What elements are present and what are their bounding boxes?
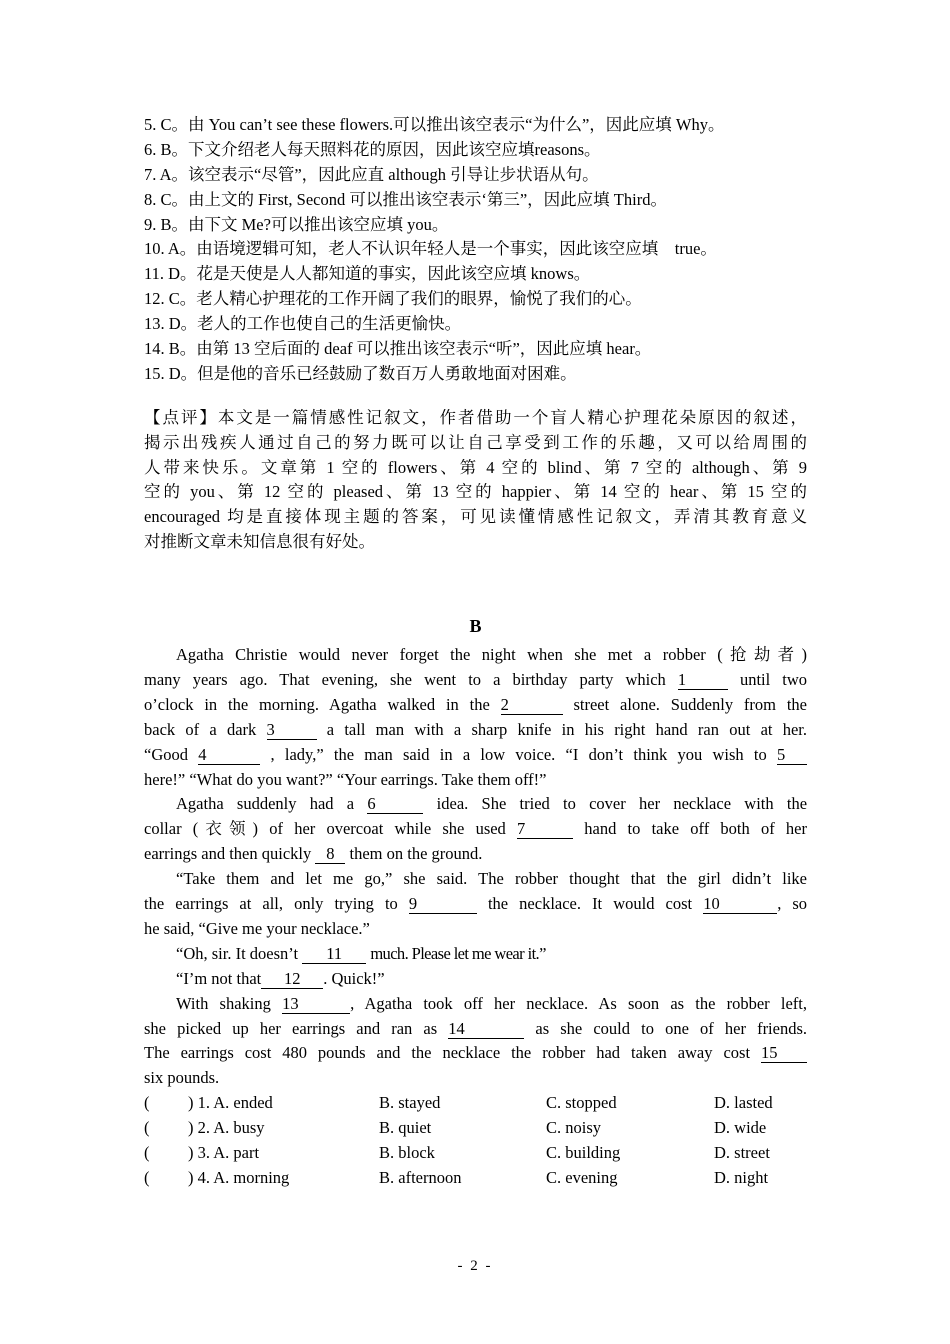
- passage-text: a tall man with a sharp knife in his right hand ran out at her.: [326, 719, 807, 739]
- cloze-passage: [144, 643, 807, 1091]
- option-d: D. lasted: [714, 1093, 773, 1113]
- answer-line: 13. D。老人的工作也使自己的生活更愉快。: [144, 314, 462, 334]
- question-row: [144, 1116, 773, 1141]
- option-c: C. noisy: [546, 1118, 602, 1138]
- passage-line: [144, 842, 807, 867]
- commentary-line: encouraged 均是直接体现主题的答案，可见读懂情感性记叙文，弄清其教育意义: [144, 507, 807, 527]
- passage-text: o’clock in the morning. Agatha walked in the: [144, 694, 490, 714]
- question-text: ) 1. A. ended: [188, 1093, 273, 1113]
- blank-15: 15: [761, 1044, 807, 1063]
- passage-text: “I’m not that: [176, 968, 262, 988]
- passage-line: [144, 992, 807, 1017]
- passage-line: six pounds.: [144, 1068, 220, 1088]
- passage-text: “Oh, sir. It doesn’t: [176, 943, 299, 963]
- answer-paren: (: [144, 1093, 150, 1113]
- passage-text: With shaking: [176, 993, 271, 1013]
- answer-line: 7. A。该空表示“尽管”，因此应直 although 引导让步状语从句。: [144, 164, 599, 184]
- option-d: D. wide: [714, 1118, 767, 1138]
- answer-line: 12. C。老人精心护理花的工作开阔了我们的眼界，愉悦了我们的心。: [144, 289, 642, 309]
- passage-line: [144, 967, 807, 992]
- blank-5: 5: [777, 746, 807, 765]
- answer-line: 6. B。下文介绍老人每天照料花的原因，因此该空应填reasons。: [144, 139, 601, 159]
- passage-line: [144, 1041, 807, 1066]
- passage-line: [144, 892, 807, 917]
- question-stem: [144, 1116, 379, 1141]
- commentary-line: 对推断文章未知信息很有好处。: [144, 532, 375, 552]
- commentary-line: 【点评】本文是一篇情感性记叙文，作者借助一个盲人精心护理花朵原因的叙述，: [144, 407, 807, 427]
- question-stem: [144, 1091, 379, 1116]
- passage-text: . Quick!”: [323, 968, 385, 988]
- blank-1: 1: [678, 671, 728, 690]
- question-row: [144, 1091, 773, 1116]
- passage-line: [144, 1017, 807, 1042]
- passage-text: collar (衣领) of her overcoat while she used: [144, 819, 506, 839]
- option-d: D. night: [714, 1167, 769, 1187]
- option-c: C. stopped: [546, 1093, 617, 1113]
- commentary-line: 揭示出残疾人通过自己的努力既可以让自己享受到工作的乐趣，又可以给周围的: [144, 432, 807, 452]
- passage-line: [144, 792, 807, 817]
- blank-7: 7: [517, 820, 573, 839]
- document-page: [144, 113, 807, 1191]
- passage-text: , Agatha took off her necklace. As soon as the robber left,: [350, 993, 807, 1013]
- passage-text: them on the ground.: [349, 844, 483, 864]
- passage-text: , so: [777, 894, 807, 914]
- passage-text: idea. She tried to cover her necklace with the: [436, 794, 807, 814]
- passage-text: back of a dark: [144, 719, 257, 739]
- blank-12: 12: [261, 970, 323, 989]
- question-stem: [144, 1166, 379, 1191]
- passage-line: he said, “Give me your necklace.”: [144, 918, 370, 938]
- answer-paren: (: [144, 1118, 150, 1138]
- passage-line: [144, 743, 807, 768]
- option-c: C. building: [546, 1142, 621, 1162]
- passage-line: here!” “What do you want?” “Your earrings. Take them off!”: [144, 769, 547, 789]
- answer-line: 8. C。由上文的 First, Second 可以推出该空表示‘第三”，因此应填 Third。: [144, 189, 667, 209]
- passage-text: street alone. Suddenly from the: [573, 694, 807, 714]
- option-b: B. quiet: [379, 1118, 432, 1138]
- page-number: - 2 -: [457, 1258, 493, 1274]
- passage-text: earrings and then quickly: [144, 844, 312, 864]
- option-b: B. stayed: [379, 1093, 441, 1113]
- blank-14: 14: [448, 1020, 524, 1039]
- passage-line: Agatha Christie would never forget the night when she met a robber (抢劫者): [176, 645, 807, 665]
- answer-paren: (: [144, 1142, 150, 1162]
- passage-line: [144, 668, 807, 693]
- blank-8: 8: [315, 845, 345, 864]
- section-title: B: [469, 616, 482, 637]
- commentary-paragraph: [144, 406, 807, 555]
- passage-line: [144, 693, 807, 718]
- passage-line: [144, 718, 807, 743]
- passage-text: she picked up her earrings and ran as: [144, 1018, 438, 1038]
- answer-line: 10. A。由语境逻辑可知，老人不认识年轻人是一个事实，因此该空应填 true。: [144, 239, 717, 259]
- question-row: [144, 1166, 773, 1191]
- answer-paren: (: [144, 1167, 150, 1187]
- question-text: ) 2. A. busy: [188, 1118, 265, 1138]
- passage-line: “Take them and let me go,” she said. The robber thought that the girl didn’t like: [176, 869, 807, 889]
- blank-10: 10: [703, 895, 777, 914]
- question-options-table: [144, 1091, 773, 1191]
- passage-text: “Good: [144, 744, 188, 764]
- passage-text: hand to take off both of her: [584, 819, 807, 839]
- passage-text: many years ago. That evening, she went to a birthday party which: [144, 670, 666, 690]
- blank-13: 13: [282, 995, 350, 1014]
- commentary-line: 空的 you、第 12 空的 pleased、第 13 空的 happier、第 14 空的 hear、第 15 空的: [144, 482, 807, 502]
- blank-4: 4: [198, 746, 260, 765]
- passage-text: the earrings at all, only trying to: [144, 894, 398, 914]
- answer-explanations: [144, 113, 807, 387]
- blank-3: 3: [267, 721, 317, 740]
- answer-line: 11. D。花是天使是人人都知道的事实，因此该空应填 knows。: [144, 264, 591, 284]
- answer-line: 14. B。由第 13 空后面的 deaf 可以推出该空表示“听”，因此应填 hear。: [144, 339, 652, 359]
- blank-9: 9: [409, 895, 477, 914]
- passage-text: the necklace. It would cost: [487, 894, 693, 914]
- passage-line: [144, 942, 807, 967]
- passage-line: [144, 817, 807, 842]
- blank-6: 6: [367, 795, 423, 814]
- passage-text: much. Please let me wear it.”: [370, 943, 546, 963]
- commentary-line: 人带来快乐。文章第 1 空的 flowers、第 4 空的 blind、第 7 空的 although、第 9: [144, 457, 807, 477]
- passage-text: Agatha suddenly had a: [176, 794, 355, 814]
- blank-11: 11: [302, 945, 366, 964]
- blank-2: 2: [501, 696, 563, 715]
- passage-text: until two: [739, 670, 807, 690]
- answer-line: 5. C。由 You can’t see these flowers.可以推出该空表示“为什么”，因此应填 Why。: [144, 115, 725, 134]
- passage-text: as she could to one of her friends.: [535, 1018, 807, 1038]
- question-text: ) 3. A. part: [188, 1142, 260, 1162]
- answer-line: 15. D。但是他的音乐已经鼓励了数百万人勇敢地面对困难。: [144, 363, 577, 383]
- question-text: ) 4. A. morning: [188, 1167, 290, 1187]
- passage-text: , lady,” the man said in a low voice. “I don’t think you wish to: [270, 744, 767, 764]
- option-b: B. afternoon: [379, 1167, 462, 1187]
- question-row: [144, 1141, 773, 1166]
- option-c: C. evening: [546, 1167, 618, 1187]
- passage-text: The earrings cost 480 pounds and the necklace the robber had taken away cost: [144, 1043, 751, 1063]
- option-d: D. street: [714, 1142, 770, 1162]
- answer-line: 9. B。由下文 Me?可以推出该空应填 you。: [144, 214, 449, 234]
- question-stem: [144, 1141, 379, 1166]
- option-b: B. block: [379, 1142, 435, 1162]
